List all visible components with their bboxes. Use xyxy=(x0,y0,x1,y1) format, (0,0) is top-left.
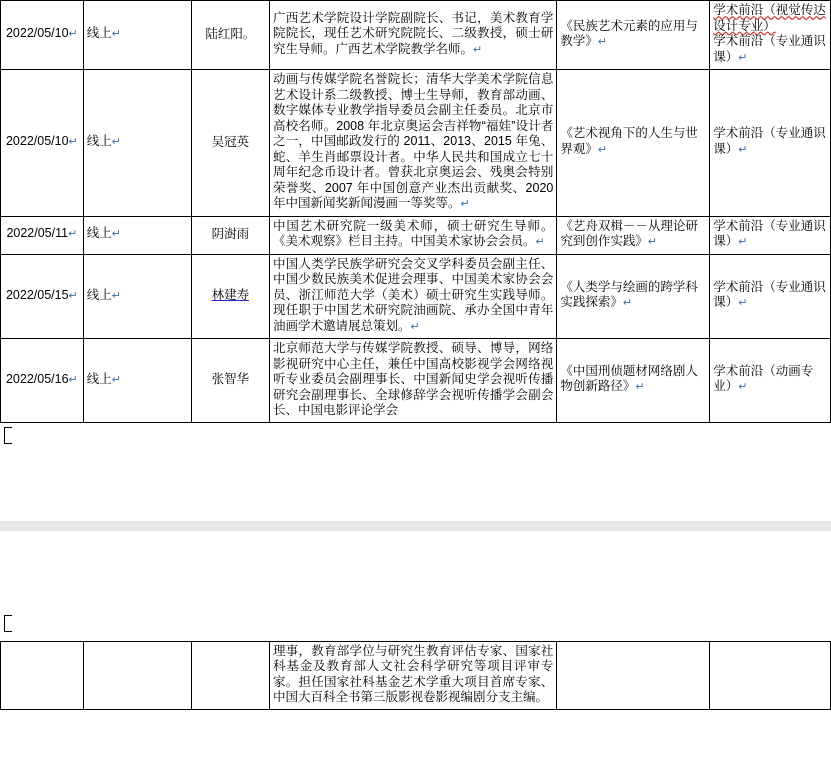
table-row xyxy=(1,216,831,254)
margin-mark-icon xyxy=(4,615,12,632)
paragraph-mark: ↵ xyxy=(111,289,121,302)
cell-name: 林建寿 xyxy=(191,254,269,339)
cell-topic: 《中国刑侦题材网络剧人物创新路径》↵ xyxy=(557,339,710,423)
cell-mode: 线上↵ xyxy=(83,216,191,254)
cell-date: 2022/05/10↵ xyxy=(1,1,84,70)
cell-date xyxy=(1,641,84,709)
table-row xyxy=(1,641,831,709)
cell-topic xyxy=(557,641,710,709)
cell-name: 阴澍雨 xyxy=(191,216,269,254)
lecture-schedule-table-continued xyxy=(0,641,831,710)
paragraph-mark: ↵ xyxy=(635,381,645,394)
cell-topic: 《艺舟双楫－－从理论研究到创作实践》↵ xyxy=(557,216,710,254)
cell-intro: 北京师范大学与传媒学院教授、硕导、博导，网络影视研究中心主任，兼任中国高校影视学会网络视听专业委员会副理事长、中国新闻史学会视听传播研究会副理事长、全球修辞学会视听传播学会副会长、中国电影评论学会 xyxy=(269,339,556,423)
paragraph-mark: ↵ xyxy=(597,143,608,156)
cell-category: 学术前沿（专业通识课）↵ xyxy=(710,70,831,217)
paragraph-mark: ↵ xyxy=(68,28,78,41)
margin-mark-icon xyxy=(4,427,12,444)
paragraph-mark: ↵ xyxy=(622,297,633,310)
paragraph-mark: ↵ xyxy=(460,198,470,210)
cell-topic: 《民族艺术元素的应用与教学》↵ xyxy=(557,1,710,70)
cell-intro: 中国艺术研究院一级美术师，硕士研究生导师。《美术观察》栏目主持。中国美术家协会会员。↵ xyxy=(269,216,556,254)
paragraph-mark: ↵ xyxy=(738,381,748,394)
cell-date: 2022/05/15↵ xyxy=(1,254,84,339)
cell-date: 2022/05/11↵ xyxy=(1,216,84,254)
cell-name xyxy=(191,641,269,709)
paragraph-mark: ↵ xyxy=(68,228,78,241)
table-row xyxy=(1,339,831,423)
cell-mode: 线上↵ xyxy=(83,339,191,423)
page-break-gap xyxy=(0,453,831,521)
paragraph-mark: ↵ xyxy=(111,228,121,241)
cell-category xyxy=(710,1,831,70)
page-top-margin xyxy=(0,611,831,641)
cell-topic: 《人类学与绘画的跨学科实践探索》↵ xyxy=(557,254,710,339)
cell-category: 学术前沿（动画专业）↵ xyxy=(710,339,831,423)
table-row xyxy=(1,1,831,70)
paragraph-mark: ↵ xyxy=(111,28,121,41)
cell-topic: 《艺术视角下的人生与世界观》↵ xyxy=(557,70,710,217)
cell-category xyxy=(710,641,831,709)
next-page-top-margin xyxy=(0,531,831,611)
paragraph-mark: ↵ xyxy=(410,320,420,333)
cell-mode: 线上↵ xyxy=(83,254,191,339)
paragraph-mark: ↵ xyxy=(68,289,78,302)
paragraph-mark: ↵ xyxy=(111,373,121,386)
cell-category: 学术前沿（专业通识课）↵ xyxy=(710,216,831,254)
cell-date: 2022/05/10↵ xyxy=(1,70,84,217)
cell-intro: 广西艺术学院设计学院副院长、书记，美术教育学院院长，现任艺术研究院院长、二级教授，硕士研究生导师。广西艺术学院教学名师。↵ xyxy=(269,1,556,70)
cell-name: 陆红阳。 xyxy=(191,1,269,70)
cell-name: 张智华 xyxy=(191,339,269,423)
paragraph-mark: ↵ xyxy=(647,236,658,248)
category-main: 学术前沿（视觉传达设计专业） xyxy=(713,3,826,33)
paragraph-mark: ↵ xyxy=(68,136,78,148)
cell-intro: 动画与传媒学院名誉院长；清华大学美术学院信息艺术设计系二级教授、博士生导师，教育部动画、数字媒体专业教学指导委员会副主任委员。北京市高校名师。2008 年北京奥运会吉祥物“福娃”设计者之一，中国邮政发行的 2011、2013、2015 年兔、蛇、羊生肖邮票设计者。中华人民共和国成立七十周年纪念币设计者。曾获北京奥运会、残奥会特别荣誉奖、2007 年中国创意产业杰出贡献奖、2020 年中国新闻奖新闻漫画一等奖等。↵ xyxy=(269,70,556,217)
paragraph-mark: ↵ xyxy=(597,36,608,48)
cell-category: 学术前沿（专业通识课）↵ xyxy=(710,254,831,339)
paragraph-mark: ↵ xyxy=(738,143,748,156)
paragraph-mark: ↵ xyxy=(738,51,748,64)
table-row xyxy=(1,254,831,339)
table-row xyxy=(1,70,831,217)
paragraph-mark: ↵ xyxy=(111,136,121,148)
paragraph-mark: ↵ xyxy=(738,236,748,248)
cell-mode xyxy=(83,641,191,709)
cell-intro: 中国人类学民族学研究会交叉学科委员会副主任、中国少数民族美术促进会理事、中国美术家协会会员、浙江师范大学（美术）硕士研究生实践导师。现任职于中国艺术研究院油画院、承办全国中青年油画学术邀请展总策划。↵ xyxy=(269,254,556,339)
cell-name: 吴冠英 xyxy=(191,70,269,217)
cell-mode: 线上↵ xyxy=(83,1,191,70)
paragraph-mark: ↵ xyxy=(535,236,545,248)
cell-intro: 理事，教育部学位与研究生教育评估专家、国家社科基金及教育部人文社会科学研究等项目评审专家。担任国家社科基金艺术学重大项目首席专家、中国大百科全书第三版影视卷影视编剧分支主编。 xyxy=(269,641,556,709)
cell-date: 2022/05/16↵ xyxy=(1,339,84,423)
paragraph-mark: ↵ xyxy=(738,297,748,310)
paragraph-mark: ↵ xyxy=(472,43,483,56)
category-extra: 学术前沿（专业通识课） xyxy=(713,34,826,64)
page-separator xyxy=(0,521,831,531)
cell-mode: 线上↵ xyxy=(83,70,191,217)
page-bottom-margin xyxy=(0,423,831,453)
paragraph-mark: ↵ xyxy=(68,373,78,386)
